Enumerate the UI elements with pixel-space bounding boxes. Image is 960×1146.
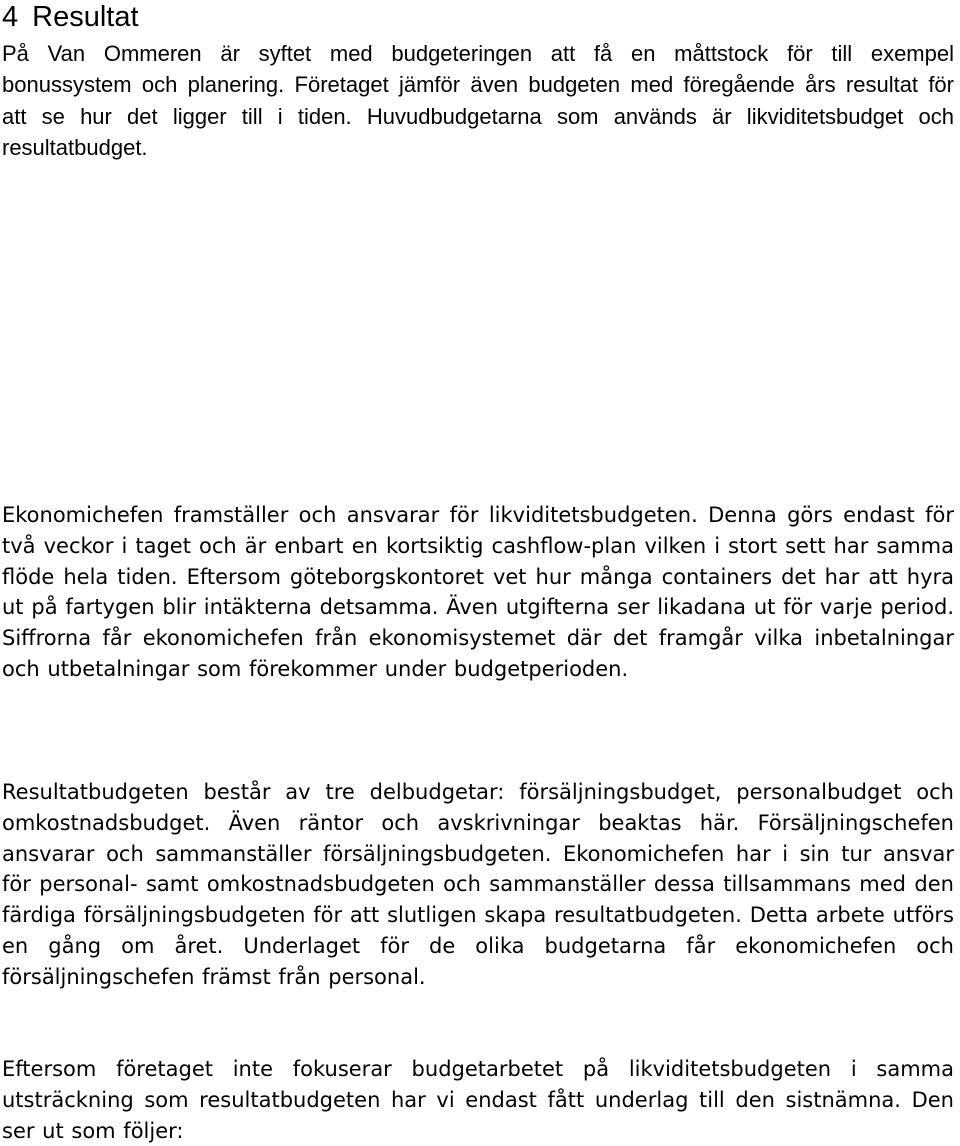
result-budget-paragraph: Resultatbudgeten består av tre delbudgetar: försäljningsbudget, personalbudget och omkostnadsbudget. Även räntor och avskrivningar beaktas här. Försäljningschefen ansvarar och sammanställer försäljningsbudgeten. Ekonomichefen har i sin tur ansvar för personal- samt omkostnadsbudgeten och sammanställer dessa tillsammans med den färdiga försäljningsbudgeten för att slutligen skapa resultatbudgeten. Detta arbete utförs en gång om året. Underlaget för de olika budgetarna får ekonomichefen och försäljningschefen främst från personal. [2,780,954,989]
liquidity-budget-paragraph: Ekonomichefen framställer och ansvarar för likviditetsbudgeten. Denna görs endast för två veckor i taget och är enbart en kortsiktig cashflow-plan vilken i stort sett har samma flöde hela tiden. Eftersom göteborgskontoret vet hur många containers det har att hyra ut på fartygen blir intäkterna detsamma. Även utgifterna ser likadana ut för varje period. Siffrorna får ekonomichefen från ekonomisystemet där det framgår vilka inbetalningar och utbetalningar som förekommer under budgetperioden. [2,503,954,681]
section-number: 4 [2,1,19,33]
section-heading [2,0,139,34]
intro-paragraph: På Van Ommeren är syftet med budgeteringen att få en måttstock för till exempel bonussystem och planering. Företaget jämför även budgeten med föregående års resultat för att se hur det ligger till i tiden. Huvudbudgetarna som används är likviditetsbudget och resultatbudget. [2,41,954,161]
section-title: Resultat [32,1,139,33]
closing-paragraph: Eftersom företaget inte fokuserar budgetarbetet på likviditetsbudgeten i samma utsträckning som resultatbudgeten har vi endast fått underlag till den sistnämna. Den ser ut som följer: [2,1057,954,1143]
